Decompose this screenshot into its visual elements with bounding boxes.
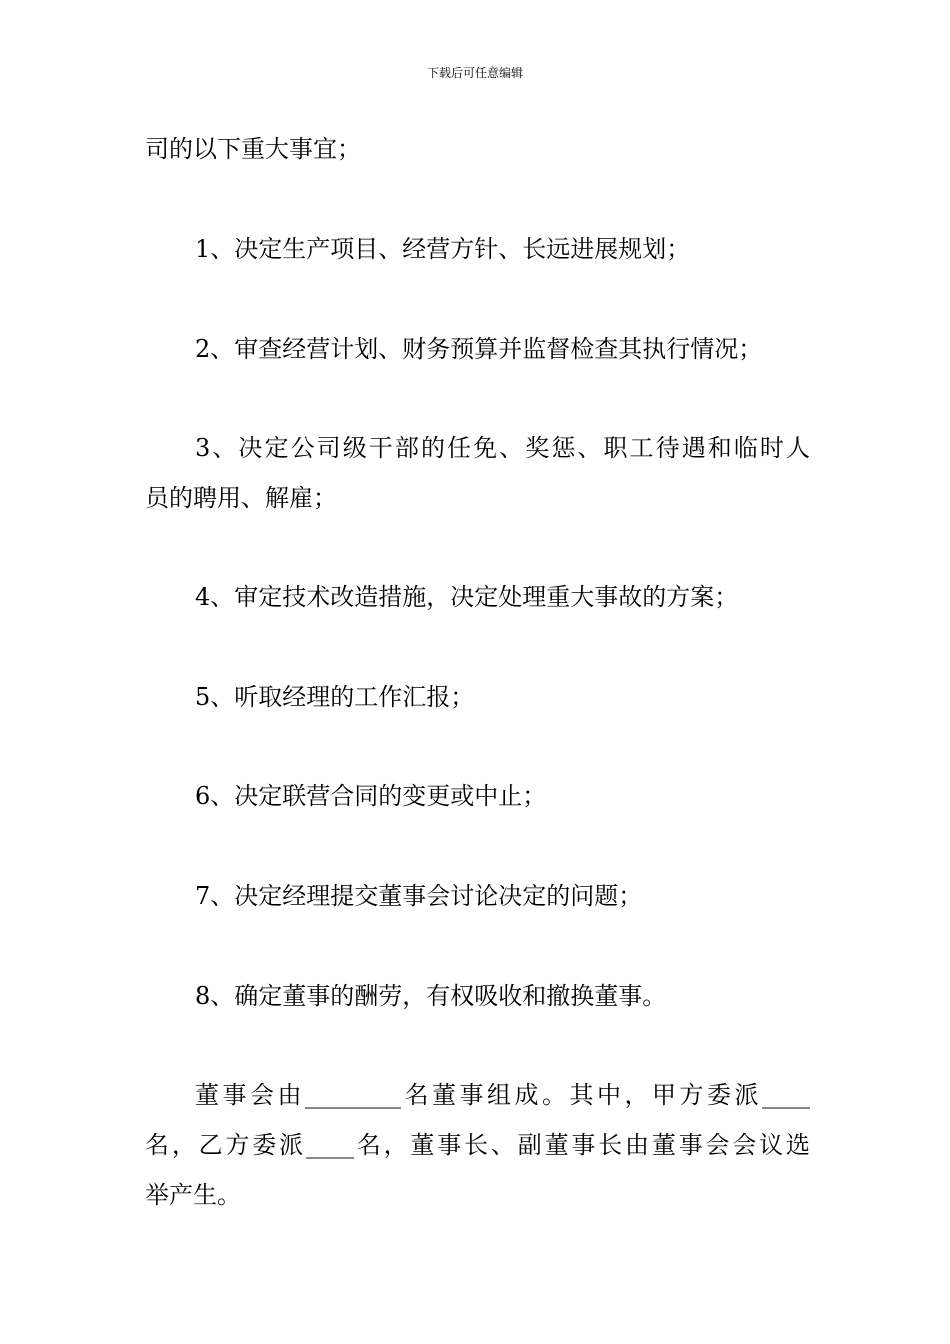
list-item: 6、决定联营合同的变更或中止； (195, 782, 547, 810)
list-item: 4、审定技术改造措施，决定处理重大事故的方案； (195, 583, 739, 611)
paragraph-line: 名，乙方委派____名，董事长、副董事长由董事会会议选 (145, 1131, 810, 1159)
paragraph-line: 董事会由________名董事组成。其中，甲方委派____ (195, 1081, 810, 1109)
list-item-line: 3、决定公司级干部的任免、奖惩、职工待遇和临时人 (195, 434, 810, 462)
paragraph-line: 举产生。 (145, 1181, 241, 1209)
list-item: 5、听取经理的工作汇报； (195, 683, 475, 711)
list-item-line: 员的聘用、解雇； (145, 484, 337, 512)
intro-paragraph: 司的以下重大事宜； (145, 135, 361, 163)
list-item: 8、确定董事的酬劳，有权吸收和撤换董事。 (195, 982, 667, 1010)
list-item: 1、决定生产项目、经营方针、长远进展规划； (195, 235, 691, 263)
list-item: 2、审查经营计划、财务预算并监督检查其执行情况； (195, 335, 763, 363)
list-item (145, 423, 810, 523)
page-header: 下载后可任意编辑 (426, 66, 523, 80)
list-item: 7、决定经理提交董事会讨论决定的问题； (195, 882, 643, 910)
board-composition-paragraph (145, 1070, 810, 1220)
